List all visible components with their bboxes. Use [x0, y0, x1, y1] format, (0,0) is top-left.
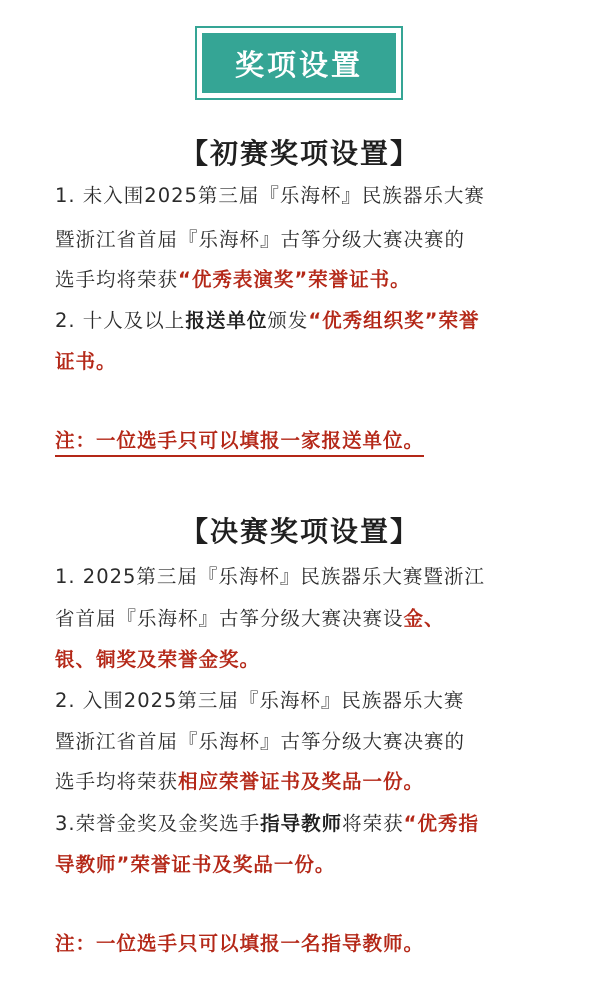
final-note: 注：一位选手只可以填报一名指导教师。: [55, 932, 425, 955]
prelim-line-4-text: 2. 十人及以上: [55, 309, 186, 332]
final-heading: 【决赛奖项设置】: [179, 515, 420, 548]
final-line-2-text: 省首届『乐海杯』古筝分级大赛决赛设: [55, 607, 404, 630]
final-line-2: [55, 605, 445, 633]
prelim-line-3: [55, 266, 411, 294]
final-line-7-verb: 将荣获: [342, 812, 404, 835]
final-line-4: 2. 入围2025第三届『乐海杯』民族器乐大赛: [55, 689, 465, 712]
prelim-line-4-verb: 颁发: [267, 309, 309, 332]
prelim-heading: 【初赛奖项设置】: [179, 137, 420, 170]
page-title: 奖项设置: [202, 33, 396, 93]
prelim-line-4: [55, 307, 479, 335]
final-line-6: [55, 768, 424, 796]
prelim-note-text: 注：一位选手只可以填报一家报送单位。: [55, 429, 424, 457]
prelim-line-2: 暨浙江省首届『乐海杯』古筝分级大赛决赛的: [55, 228, 466, 251]
award-teacher-prefix: “优秀指: [403, 812, 479, 835]
final-line-3: 银、铜奖及荣誉金奖。: [55, 648, 261, 671]
prelim-line-3-text: 选手均将荣获: [55, 268, 179, 291]
final-line-7: [55, 810, 479, 838]
award-organization: “优秀组织奖”荣誉: [308, 309, 480, 332]
title-frame: [195, 26, 403, 100]
final-line-8: 导教师”荣誉证书及奖品一份。: [55, 853, 336, 876]
final-line-7-text: 3.荣誉金奖及金奖选手: [55, 812, 261, 835]
award-certificate: 相应荣誉证书及奖品一份。: [178, 770, 425, 793]
award-performance: “优秀表演奖”荣誉证书。: [178, 268, 411, 291]
instructor: 指导教师: [260, 812, 343, 835]
final-line-1: 1. 2025第三届『乐海杯』民族器乐大赛暨浙江: [55, 565, 485, 588]
final-line-6-text: 选手均将荣获: [55, 770, 179, 793]
award-gold-prefix: 金、: [403, 607, 445, 630]
reporting-unit: 报送单位: [185, 309, 268, 332]
final-line-5: 暨浙江省首届『乐海杯』古筝分级大赛决赛的: [55, 730, 466, 753]
prelim-line-1: 1. 未入围2025第三届『乐海杯』民族器乐大赛: [55, 184, 485, 207]
prelim-line-5: 证书。: [55, 350, 117, 373]
prelim-note: [55, 427, 424, 455]
